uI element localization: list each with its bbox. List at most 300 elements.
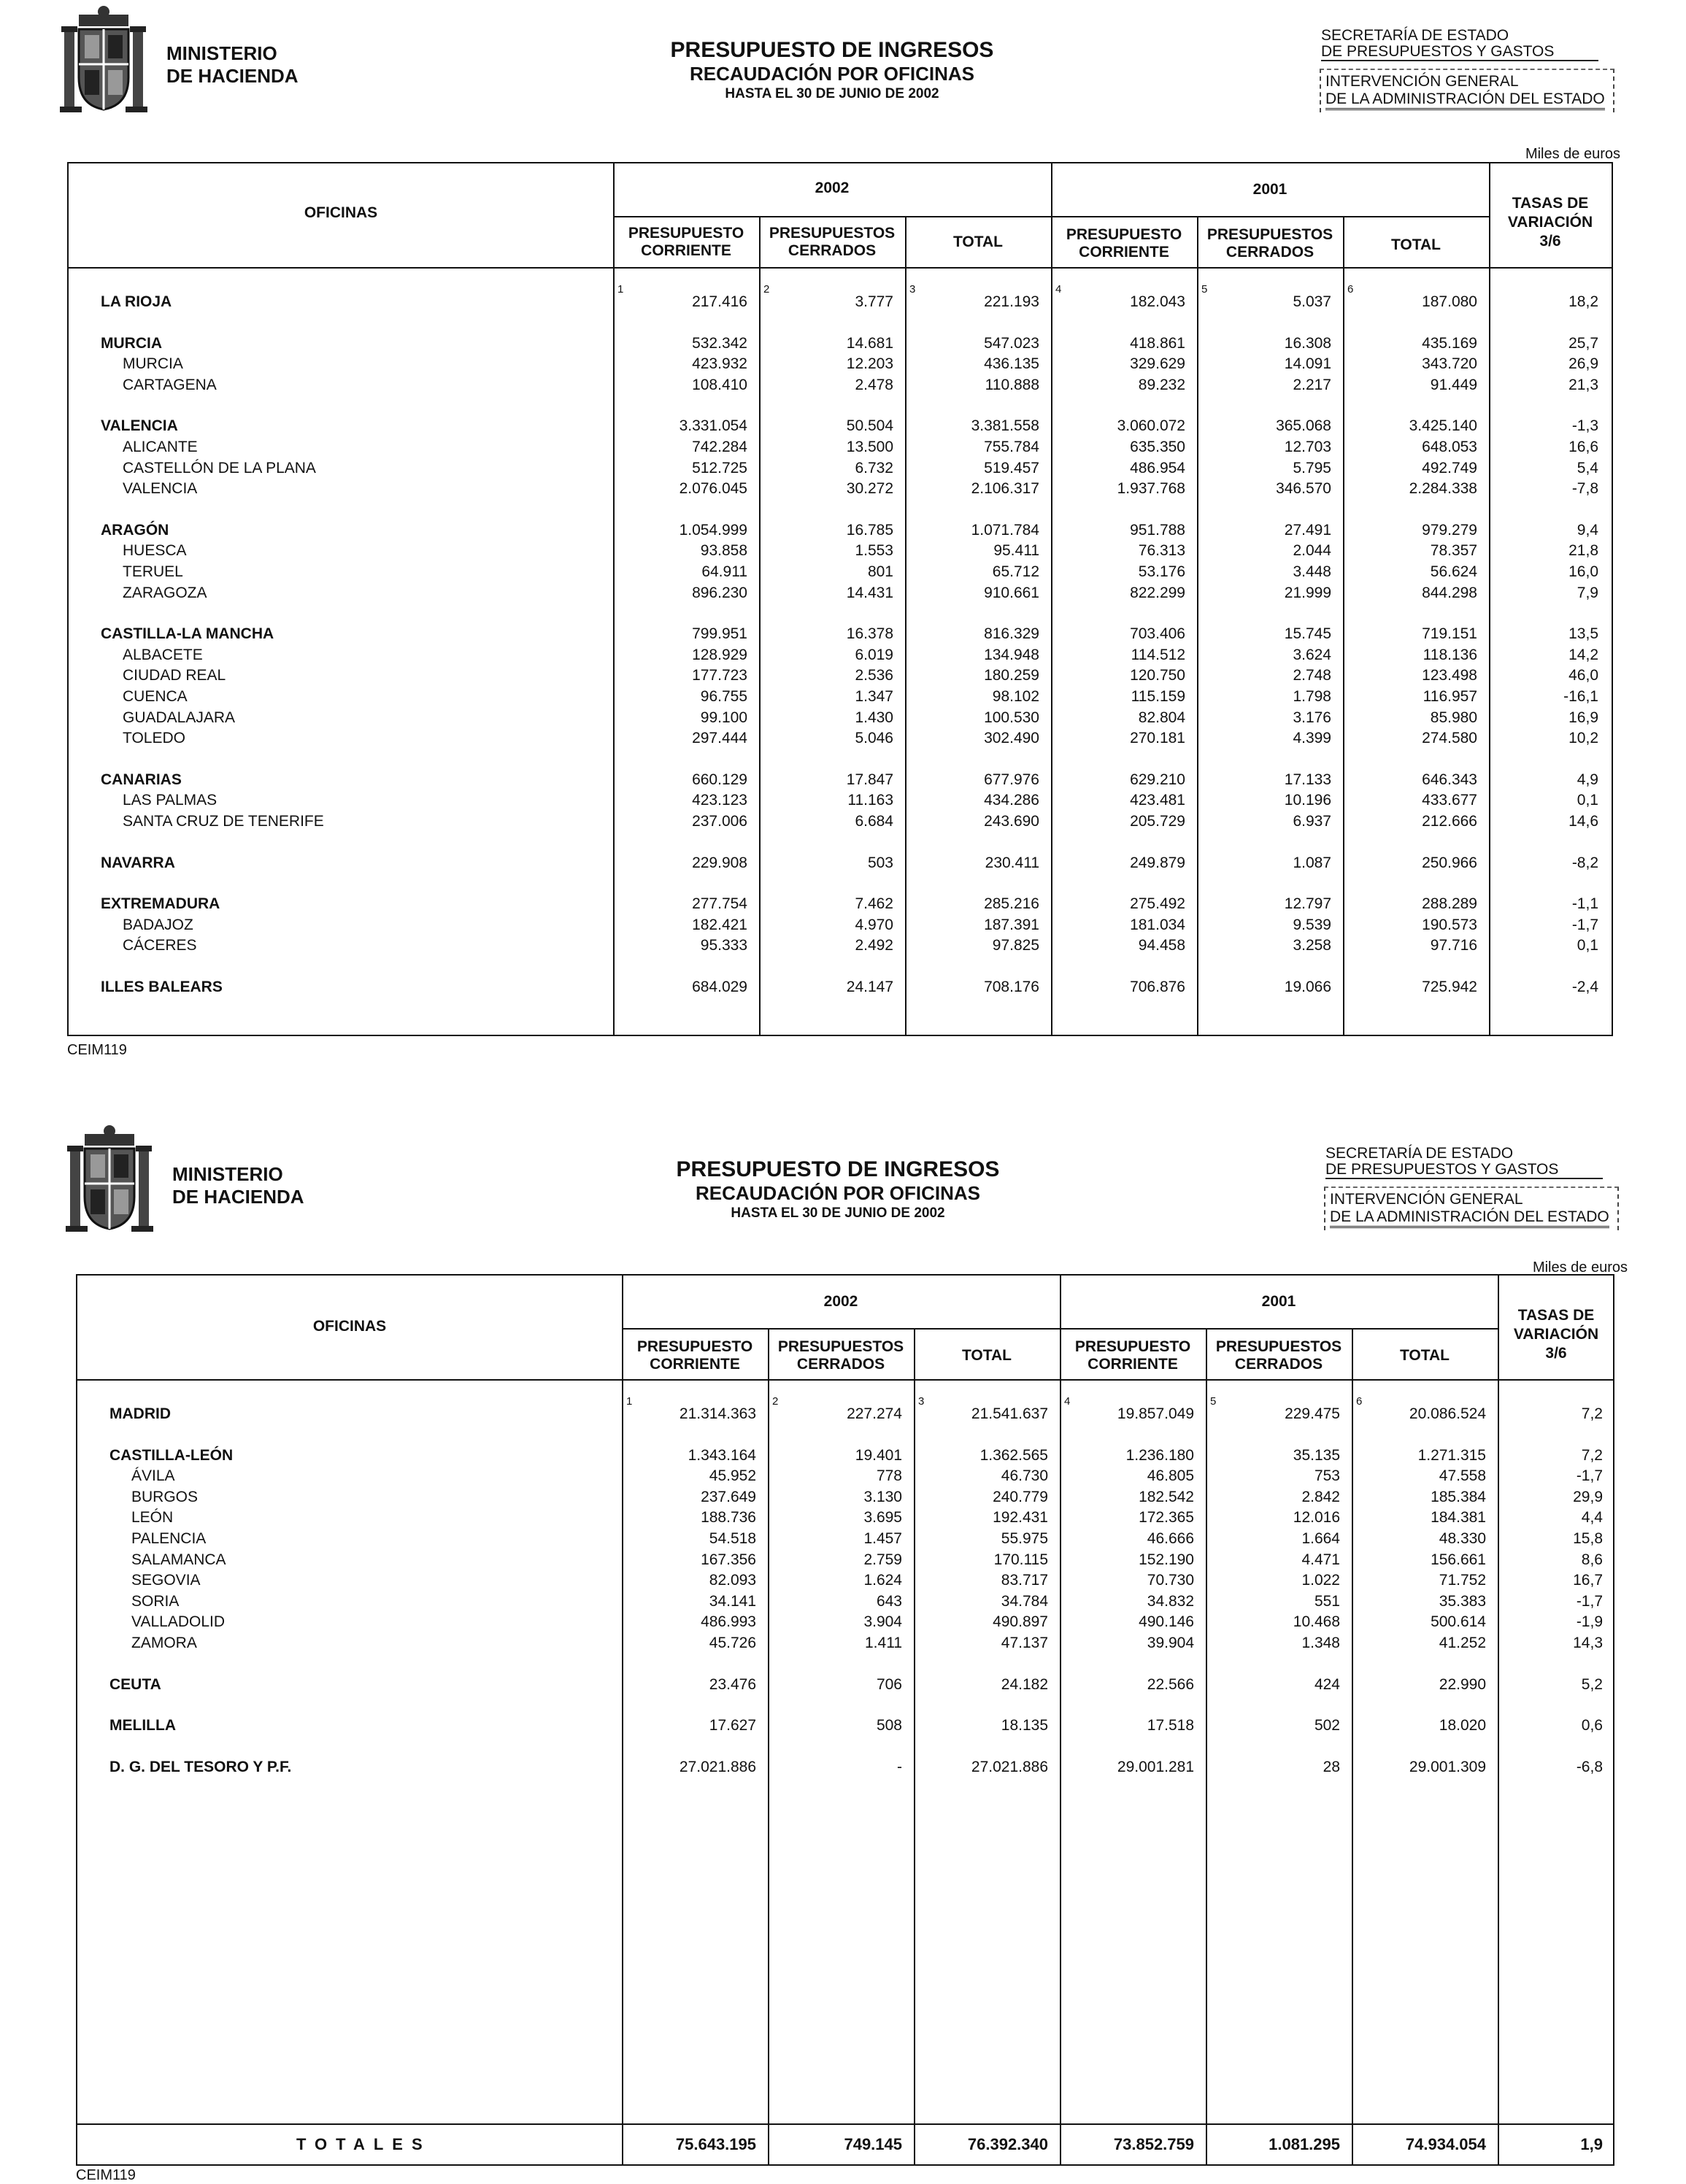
amount-cell: 30.272 — [846, 480, 893, 497]
amount-cell: 3.624 — [1293, 647, 1331, 663]
amount-cell: 6.732 — [855, 460, 893, 476]
rate-cell: 29,9 — [1573, 1489, 1603, 1505]
date-line: HASTA EL 30 DE JUNIO DE 2002 — [725, 86, 939, 101]
year-2001-header: 2001 — [1261, 1293, 1296, 1310]
amount-cell: 1.071.784 — [971, 522, 1039, 539]
column-number: 5 — [1210, 1395, 1217, 1408]
office-name: BURGOS — [131, 1489, 199, 1505]
amount-cell: 500.614 — [1431, 1613, 1486, 1630]
amount-cell: 64.911 — [701, 563, 747, 580]
rate-cell: -1,7 — [1576, 1467, 1603, 1484]
amount-cell: 12.703 — [1284, 439, 1331, 455]
table-row — [69, 645, 1612, 665]
amount-cell: 1.553 — [855, 542, 893, 559]
rate-cell: 5,4 — [1577, 460, 1598, 476]
table-row — [77, 1466, 1613, 1486]
page-code: CEIM119 — [67, 1042, 127, 1058]
amount-cell: 12.797 — [1284, 895, 1331, 912]
office-name: NAVARRA — [101, 854, 175, 871]
amount-cell: 46.730 — [1001, 1467, 1048, 1484]
amount-cell: 18.135 — [1001, 1717, 1048, 1734]
amount-cell: 50.504 — [846, 417, 893, 434]
amount-cell: 205.729 — [1130, 813, 1185, 830]
amount-cell: 17.133 — [1284, 771, 1331, 788]
amount-cell: 532.342 — [692, 335, 747, 352]
amount-cell: 706.876 — [1130, 979, 1185, 995]
amount-cell: 951.788 — [1130, 522, 1185, 539]
amount-cell: 96.755 — [700, 688, 747, 705]
revenue-table-1 — [67, 162, 1613, 1036]
amount-cell: 95.411 — [993, 542, 1039, 559]
amount-cell: 17.627 — [709, 1717, 756, 1734]
amount-cell: 182.043 — [1130, 293, 1185, 310]
amount-cell: 1.348 — [1301, 1635, 1340, 1651]
column-number: 3 — [909, 283, 916, 296]
office-name: CASTILLA-LA MANCHA — [101, 625, 274, 642]
amount-cell: 5.037 — [1293, 293, 1331, 310]
amount-cell: 27.021.886 — [971, 1759, 1048, 1775]
amount-cell: 1.798 — [1293, 688, 1331, 705]
amount-cell: 27.021.886 — [679, 1759, 756, 1775]
amount-cell: 47.558 — [1439, 1467, 1486, 1484]
pr-header-2002: PRESUPUESTOS CERRADOS — [777, 1338, 904, 1373]
amount-cell: 45.952 — [709, 1467, 756, 1484]
amount-cell: 19.401 — [855, 1447, 902, 1464]
amount-cell: 221.193 — [984, 293, 1039, 310]
rate-cell: 7,9 — [1577, 584, 1598, 601]
ministry-line1: MINISTERIO — [172, 1163, 283, 1185]
rate-cell: 14,3 — [1573, 1635, 1603, 1651]
rate-cell: 7,2 — [1581, 1447, 1603, 1464]
header-divider — [622, 1328, 1498, 1330]
amount-cell: 24.182 — [1001, 1676, 1048, 1693]
amount-cell: 108.410 — [692, 377, 747, 393]
header-divider — [613, 216, 1489, 217]
amount-cell: 24.147 — [846, 979, 893, 995]
amount-cell: 10.468 — [1293, 1613, 1340, 1630]
table-row — [69, 790, 1612, 811]
amount-cell: 10.196 — [1284, 792, 1331, 809]
amount-cell: 98.102 — [992, 688, 1039, 705]
page-2 — [0, 1116, 1686, 2183]
amount-cell: 65.712 — [992, 563, 1039, 580]
amount-cell: 275.492 — [1130, 895, 1185, 912]
rate-cell: 9,4 — [1577, 522, 1598, 539]
amount-cell: 725.942 — [1422, 979, 1477, 995]
table-row — [69, 977, 1612, 998]
column-number: 6 — [1347, 283, 1354, 296]
rate-cell: 14,2 — [1568, 647, 1598, 663]
amount-cell: 4.970 — [855, 917, 893, 933]
office-name: D. G. DEL TESORO Y P.F. — [109, 1759, 292, 1775]
table-row — [69, 770, 1612, 790]
amount-cell: 18.020 — [1439, 1717, 1486, 1734]
table-row — [69, 894, 1612, 914]
office-name: TOLEDO — [123, 730, 185, 746]
amount-cell: 3.448 — [1293, 563, 1331, 580]
amount-cell: 230.411 — [985, 854, 1039, 871]
amount-cell: 156.661 — [1431, 1551, 1486, 1568]
title: PRESUPUESTO DE INGRESOS — [676, 1157, 1000, 1181]
rate-cell: -1,7 — [1571, 917, 1598, 933]
amount-cell: 660.129 — [692, 771, 747, 788]
column-number: 5 — [1201, 283, 1208, 296]
office-name: CIUDAD REAL — [123, 667, 226, 684]
table-row — [69, 853, 1612, 873]
amount-cell: 288.289 — [1422, 895, 1477, 912]
amount-cell: 7.462 — [855, 895, 893, 912]
column-number: 4 — [1064, 1395, 1071, 1408]
year-2002-header: 2002 — [823, 1293, 858, 1310]
amount-cell: 3.060.072 — [1117, 417, 1185, 434]
total-value: 76.392.340 — [967, 2135, 1048, 2153]
office-name: SEGOVIA — [131, 1572, 201, 1589]
revenue-table-2 — [76, 1274, 1614, 2166]
amount-cell: 39.904 — [1147, 1635, 1194, 1651]
amount-cell: 816.329 — [984, 625, 1039, 642]
amount-cell: 896.230 — [692, 584, 747, 601]
office-name: EXTREMADURA — [101, 895, 220, 912]
intervencion-line2: DE LA ADMINISTRACIÓN DEL ESTADO — [1325, 90, 1605, 110]
table-row — [77, 1716, 1613, 1736]
amount-cell: 635.350 — [1130, 439, 1185, 455]
units-label: Miles de euros — [1532, 1259, 1628, 1276]
office-name: VALENCIA — [101, 417, 178, 434]
tasas-header: TASAS DE VARIACIÓN 3/6 — [1513, 1307, 1599, 1362]
office-name: VALLADOLID — [131, 1613, 225, 1630]
amount-cell: 1.236.180 — [1125, 1447, 1194, 1464]
amount-cell: 190.573 — [1422, 917, 1477, 933]
amount-cell: 502 — [1314, 1717, 1340, 1734]
totals-label: TOTALES — [296, 2135, 431, 2153]
table-row — [69, 375, 1612, 395]
amount-cell: 703.406 — [1130, 625, 1185, 642]
amount-cell: 643 — [876, 1593, 902, 1610]
table-row — [69, 562, 1612, 582]
amount-cell: 114.512 — [1131, 647, 1185, 663]
amount-cell: 423.932 — [692, 355, 747, 372]
amount-cell: 78.357 — [1430, 542, 1477, 559]
amount-cell: 706 — [876, 1676, 902, 1693]
rate-cell: -8,2 — [1571, 854, 1598, 871]
amount-cell: 6.684 — [855, 813, 893, 830]
rate-cell: 16,0 — [1568, 563, 1598, 580]
office-name: CEUTA — [109, 1676, 161, 1693]
amount-cell: 116.957 — [1423, 688, 1477, 705]
amount-cell: 229.908 — [692, 854, 747, 871]
office-name: ARAGÓN — [101, 522, 169, 539]
office-name: MELILLA — [109, 1717, 176, 1734]
ministry-name — [166, 42, 299, 88]
table-row — [69, 624, 1612, 644]
amount-cell: 708.176 — [984, 979, 1039, 995]
office-name: CANARIAS — [101, 771, 182, 788]
amount-cell: 629.210 — [1130, 771, 1185, 788]
amount-cell: 19.066 — [1284, 979, 1331, 995]
amount-cell: 56.624 — [1430, 563, 1477, 580]
amount-cell: 28 — [1323, 1759, 1340, 1775]
table-row — [77, 1633, 1613, 1654]
amount-cell: 46.666 — [1147, 1530, 1194, 1547]
oficinas-header: OFICINAS — [304, 204, 378, 221]
amount-cell: 1.022 — [1301, 1572, 1340, 1589]
report-title — [569, 38, 1095, 104]
amount-cell: 274.580 — [1422, 730, 1477, 746]
amount-cell: 684.029 — [692, 979, 747, 995]
office-name: CASTELLÓN DE LA PLANA — [123, 460, 316, 476]
rate-cell: -2,4 — [1571, 979, 1598, 995]
office-name: LEÓN — [131, 1509, 174, 1526]
table-row — [77, 1487, 1613, 1508]
amount-cell: 94.458 — [1138, 937, 1185, 954]
amount-cell: 3.130 — [863, 1489, 902, 1505]
amount-cell: 249.879 — [1130, 854, 1185, 871]
rate-cell: 26,9 — [1568, 355, 1598, 372]
amount-cell: 229.475 — [1285, 1405, 1340, 1422]
amount-cell: 48.330 — [1439, 1530, 1486, 1547]
ministry-line2: DE HACIENDA — [172, 1186, 304, 1208]
amount-cell: 2.492 — [855, 937, 893, 954]
amount-cell: 16.785 — [846, 522, 893, 539]
amount-cell: 123.498 — [1422, 667, 1477, 684]
amount-cell: 3.176 — [1293, 709, 1331, 726]
amount-cell: 184.381 — [1431, 1509, 1486, 1526]
amount-cell: 3.258 — [1293, 937, 1331, 954]
column-number: 1 — [626, 1395, 633, 1408]
amount-cell: 237.006 — [692, 813, 747, 830]
table-row — [77, 1404, 1613, 1424]
amount-cell: 2.536 — [855, 667, 893, 684]
table-row — [69, 292, 1612, 312]
amount-cell: 1.624 — [863, 1572, 902, 1589]
rate-cell: -1,7 — [1576, 1593, 1603, 1610]
amount-cell: 1.347 — [855, 688, 893, 705]
amount-cell: 35.135 — [1293, 1447, 1340, 1464]
amount-cell: 508 — [876, 1717, 902, 1734]
office-name: TERUEL — [123, 563, 183, 580]
office-name: ZARAGOZA — [123, 584, 207, 601]
amount-cell: 34.784 — [1001, 1593, 1048, 1610]
rate-cell: 13,5 — [1568, 625, 1598, 642]
amount-cell: 547.023 — [984, 335, 1039, 352]
amount-cell: 180.259 — [984, 667, 1039, 684]
amount-cell: 5.795 — [1293, 460, 1331, 476]
amount-cell: 753 — [1314, 1467, 1340, 1484]
amount-cell: 76.313 — [1138, 542, 1185, 559]
rate-cell: 16,9 — [1568, 709, 1598, 726]
amount-cell: 13.500 — [846, 439, 893, 455]
amount-cell: 6.937 — [1293, 813, 1331, 830]
total-header-2002: TOTAL — [961, 1347, 1012, 1364]
total-header-2002: TOTAL — [952, 234, 1004, 250]
column-number: 2 — [763, 283, 770, 296]
amount-cell: 34.141 — [709, 1593, 756, 1610]
amount-cell: 1.664 — [1301, 1530, 1340, 1547]
amount-cell: 128.929 — [692, 647, 747, 663]
ministry-name — [172, 1163, 304, 1208]
amount-cell: 17.518 — [1147, 1717, 1194, 1734]
amount-cell: 212.666 — [1422, 813, 1477, 830]
amount-cell: 170.115 — [993, 1551, 1048, 1568]
amount-cell: 120.750 — [1130, 667, 1185, 684]
pr-header-2001: PRESUPUESTOS CERRADOS — [1215, 1338, 1342, 1373]
amount-cell: 85.980 — [1430, 709, 1477, 726]
amount-cell: 490.146 — [1139, 1613, 1194, 1630]
amount-cell: 551 — [1314, 1593, 1340, 1610]
amount-cell: 3.695 — [863, 1509, 902, 1526]
amount-cell: - — [897, 1759, 902, 1775]
pc-header-2001: PRESUPUESTO CORRIENTE — [1074, 1338, 1191, 1373]
amount-cell: 503 — [867, 854, 893, 871]
amount-cell: 95.333 — [700, 937, 747, 954]
office-name: CÁCERES — [123, 937, 197, 954]
amount-cell: 486.993 — [701, 1613, 756, 1630]
amount-cell: 21.541.637 — [971, 1405, 1048, 1422]
office-name: SANTA CRUZ DE TENERIFE — [123, 813, 324, 830]
amount-cell: 3.425.140 — [1409, 417, 1477, 434]
column-number: 4 — [1055, 283, 1062, 296]
secretaria-line2: DE PRESUPUESTOS Y GASTOS — [1325, 1162, 1603, 1179]
amount-cell: 910.661 — [984, 584, 1039, 601]
amount-cell: 343.720 — [1422, 355, 1477, 372]
units-label: Miles de euros — [1525, 146, 1620, 162]
amount-cell: 302.490 — [984, 730, 1039, 746]
amount-cell: 1.271.315 — [1417, 1447, 1486, 1464]
office-name: HUESCA — [123, 542, 187, 559]
amount-cell: 100.530 — [984, 709, 1039, 726]
amount-cell: 55.975 — [1001, 1530, 1048, 1547]
amount-cell: 167.356 — [701, 1551, 756, 1568]
amount-cell: 2.076.045 — [679, 480, 747, 497]
amount-cell: 177.723 — [692, 667, 747, 684]
table-row — [77, 1508, 1613, 1528]
amount-cell: 27.491 — [1284, 522, 1331, 539]
amount-cell: 237.649 — [701, 1489, 756, 1505]
amount-cell: 1.362.565 — [979, 1447, 1048, 1464]
amount-cell: 4.471 — [1301, 1551, 1340, 1568]
office-name: ÁVILA — [131, 1467, 175, 1484]
amount-cell: 71.752 — [1439, 1572, 1486, 1589]
amount-cell: 16.378 — [846, 625, 893, 642]
total-value: 73.852.759 — [1113, 2135, 1194, 2153]
rate-cell: 21,3 — [1568, 377, 1598, 393]
amount-cell: 719.151 — [1422, 625, 1477, 642]
office-name: MURCIA — [101, 335, 162, 352]
amount-cell: 91.449 — [1430, 377, 1477, 393]
rate-cell: -6,8 — [1576, 1759, 1603, 1775]
amount-cell: 23.476 — [709, 1676, 756, 1693]
column-number: 3 — [918, 1395, 925, 1408]
amount-cell: 187.080 — [1422, 293, 1477, 310]
intervencion-block — [1320, 69, 1614, 112]
amount-cell: 297.444 — [692, 730, 747, 746]
rate-cell: 46,0 — [1568, 667, 1598, 684]
amount-cell: 45.726 — [709, 1635, 756, 1651]
table-row — [77, 1757, 1613, 1778]
table-row — [77, 1550, 1613, 1570]
amount-cell: 97.825 — [992, 937, 1039, 954]
amount-cell: 83.717 — [1001, 1572, 1048, 1589]
rate-cell: 14,6 — [1568, 813, 1598, 830]
total-value: 75.643.195 — [675, 2135, 756, 2153]
office-name: MURCIA — [123, 355, 183, 372]
amount-cell: 1.937.768 — [1117, 480, 1185, 497]
office-name: CARTAGENA — [123, 377, 217, 393]
rate-cell: 10,2 — [1568, 730, 1598, 746]
total-header-2001: TOTAL — [1390, 236, 1441, 253]
table-row — [69, 416, 1612, 436]
amount-cell: 5.046 — [855, 730, 893, 746]
amount-cell: 1.343.164 — [688, 1447, 756, 1464]
amount-cell: 227.274 — [847, 1405, 902, 1422]
subtitle: RECAUDACIÓN POR OFICINAS — [695, 1182, 980, 1204]
office-name: PALENCIA — [131, 1530, 207, 1547]
table-row — [69, 935, 1612, 956]
amount-cell: 677.976 — [984, 771, 1039, 788]
amount-cell: 2.044 — [1293, 542, 1331, 559]
coat-of-arms-icon — [57, 4, 150, 114]
rate-cell: 0,6 — [1581, 1717, 1603, 1734]
table-row — [77, 1446, 1613, 1466]
amount-cell: 93.858 — [700, 542, 747, 559]
amount-cell: 19.857.049 — [1117, 1405, 1194, 1422]
amount-cell: 182.421 — [692, 917, 747, 933]
amount-cell: 2.759 — [863, 1551, 902, 1568]
amount-cell: 22.990 — [1439, 1676, 1486, 1693]
table-row — [69, 687, 1612, 707]
office-name: CUENCA — [123, 688, 188, 705]
amount-cell: 3.904 — [863, 1613, 902, 1630]
office-name: LA RIOJA — [101, 293, 172, 310]
amount-cell: 512.725 — [692, 460, 747, 476]
amount-cell: 14.681 — [846, 335, 893, 352]
ministry-line1: MINISTERIO — [166, 42, 277, 64]
amount-cell: 742.284 — [692, 439, 747, 455]
amount-cell: 16.308 — [1284, 335, 1331, 352]
office-name: ALICANTE — [123, 439, 198, 455]
table-row — [69, 354, 1612, 374]
amount-cell: 47.137 — [1001, 1635, 1048, 1651]
rate-cell: -16,1 — [1563, 688, 1598, 705]
amount-cell: 1.087 — [1293, 854, 1331, 871]
amount-cell: 14.431 — [846, 584, 893, 601]
page-1 — [0, 0, 1686, 1087]
amount-cell: 285.216 — [984, 895, 1039, 912]
table-row — [69, 811, 1612, 832]
office-name: CASTILLA-LEÓN — [109, 1447, 234, 1464]
table-row — [77, 1570, 1613, 1591]
amount-cell: 182.542 — [1139, 1489, 1194, 1505]
amount-cell: 424 — [1314, 1676, 1340, 1693]
office-name: ZAMORA — [131, 1635, 197, 1651]
amount-cell: 250.966 — [1422, 854, 1477, 871]
total-value: 749.145 — [844, 2135, 902, 2153]
amount-cell: 29.001.309 — [1409, 1759, 1486, 1775]
amount-cell: 3.777 — [855, 293, 893, 310]
amount-cell: 115.159 — [1131, 688, 1185, 705]
amount-cell: 118.136 — [1423, 647, 1477, 663]
amount-cell: 110.888 — [985, 377, 1039, 393]
amount-cell: 99.100 — [700, 709, 747, 726]
amount-cell: 2.842 — [1301, 1489, 1340, 1505]
table-row — [69, 479, 1612, 499]
amount-cell: 70.730 — [1147, 1572, 1194, 1589]
column-number: 6 — [1356, 1395, 1363, 1408]
amount-cell: 423.123 — [692, 792, 747, 809]
amount-cell: 152.190 — [1139, 1551, 1194, 1568]
amount-cell: 181.034 — [1130, 917, 1185, 933]
total-value: 1,9 — [1580, 2135, 1603, 2153]
